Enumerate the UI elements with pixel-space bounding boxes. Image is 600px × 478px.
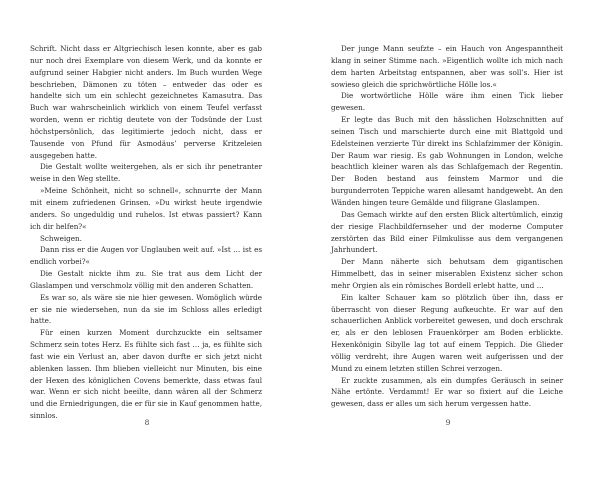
paragraph: Dann riss er die Augen vor Unglauben weit auf. »Ist … ist es endlich vorbei?«	[30, 245, 262, 267]
page-number-left: 8	[144, 418, 150, 427]
paragraph: Er legte das Buch mit den hässlichen Holzschnitten auf seinen Tisch und marschierte durch eine mit Blattgold und Edelsteinen verzierte Tür direkt ins Schlafzimmer der Königin. Der Raum war riesig. Es gab Wohnungen in London, welche beachtlich kleiner waren als das Schlafgemach der Regentin. Der Boden bestand aus feinstem Marmor und die burgunderroten Teppiche waren allesamt handgewebt. An den Wänden hingen teure Gemälde und filigrane Glaslampen.	[331, 115, 563, 207]
page-number-right: 9	[445, 418, 451, 427]
paragraph: Der Mann näherte sich behutsam dem gigantischen Himmelbett, das in seiner miserablen Existenz sicher schon mehr Orgien als ein römisches Bordell erlebt hatte, und …	[331, 257, 563, 290]
paragraph: Die wortwörtliche Hölle wäre ihm einen Tick lieber gewesen.	[331, 91, 563, 113]
paragraph: Die Gestalt nickte ihm zu. Sie trat aus dem Licht der Glaslampen und verschmolz völlig mit den anderen Schatten.	[30, 269, 262, 290]
paragraph: Die Gestalt wollte weitergehen, als er sich ihr penetranter weise in den Weg stellte.	[30, 162, 262, 184]
paragraph: Für einen kurzen Moment durchzuckte ein seltsamer Schmerz sein totes Herz. Es fühlte sich fast … ja, es fühlte sich fast wie ein Verlust an, aber davon durfte er sich jetzt nicht ablenken lassen. Ihm blieben vielleicht nur Minuten, bis eine der Hexen des königlichen Covens bemerkte, dass etwas faul war. Wenn er sich nicht beeilte, dann wären all der Schmerz und die Erniedrigungen, die er für sie in Kauf genommen hatte, sinnlos.	[30, 328, 262, 421]
paragraph: Schrift. Nicht dass er Altgriechisch lesen konnte, aber es gab nur noch drei Exemplare von diesem Werk, und da konnte er aufgrund seiner Habgier nicht anders. Im Buch wurden Wege beschrieben, Dämonen zu töten – entweder das oder es handelte sich um ein schlecht gezeichnetes Kamasutra. Das Buch war wahrscheinlich wirklich von einem Teufel verfasst worden, wenn er richtig deutete von der Todsünde der Lust höchstpersönlich, das legitimierte jedoch nicht, dass er Tausende von Pfund für Asmodäus’ perverse Kritzeleien ausgegeben hatte.	[30, 44, 262, 160]
paragraph: Es war so, als wäre sie nie hier gewesen. Womöglich würde er sie nie wiedersehen, nun da sie im Schloss alles erledigt hatte.	[30, 292, 262, 326]
left-page	[30, 43, 262, 422]
paragraph: »Meine Schönheit, nicht so schnell«, schnurrte der Mann mit einem zufriedenen Grinsen. »Du wirkst heute irgendwie anders. So ungeduldig und ruhelos. Ist etwas passiert? Kann ich dir helfen?«	[30, 186, 262, 231]
paragraph: Der junge Mann seufzte – ein Hauch von Angespanntheit klang in seiner Stimme nach. »Eigentlich wollte ich mich nach dem harten Arbeitstag entspannen, aber was soll’s. Hier ist sowieso gleich die sprichwörtliche Hölle los.«	[331, 44, 563, 89]
paragraph: Schweigen.	[40, 233, 82, 243]
paragraph: Ein kalter Schauer kam so plötzlich über ihn, dass er überrascht von dieser Regung aufkeuchte. Er war auf den schauerlichen Anblick vorbereitet gewesen, und doch erschrak er, als er den leblosen Frauenkörper am Boden erblickte. Hexenkönigin Sibylle lag tot auf einem Teppich. Die Glieder völlig verdreht, ihre Augen waren weit aufgerissen und der Mund zu einem letzten stillen Schrei verzogen.	[331, 292, 563, 373]
right-page	[331, 43, 563, 410]
paragraph: Er zuckte zusammen, als ein dumpfes Geräusch in seiner Nähe ertönte. Verdammt! Er war so fixiert auf die Leiche gewesen, dass er alles um sich herum vergessen hatte.	[331, 375, 563, 409]
paragraph: Das Gemach wirkte auf den ersten Blick altertümlich, einzig der riesige Flachbildfernseher und der moderne Computer zerstörten das Bild einer Filmkulisse aus dem vergangenen Jahrhundert.	[331, 209, 563, 255]
